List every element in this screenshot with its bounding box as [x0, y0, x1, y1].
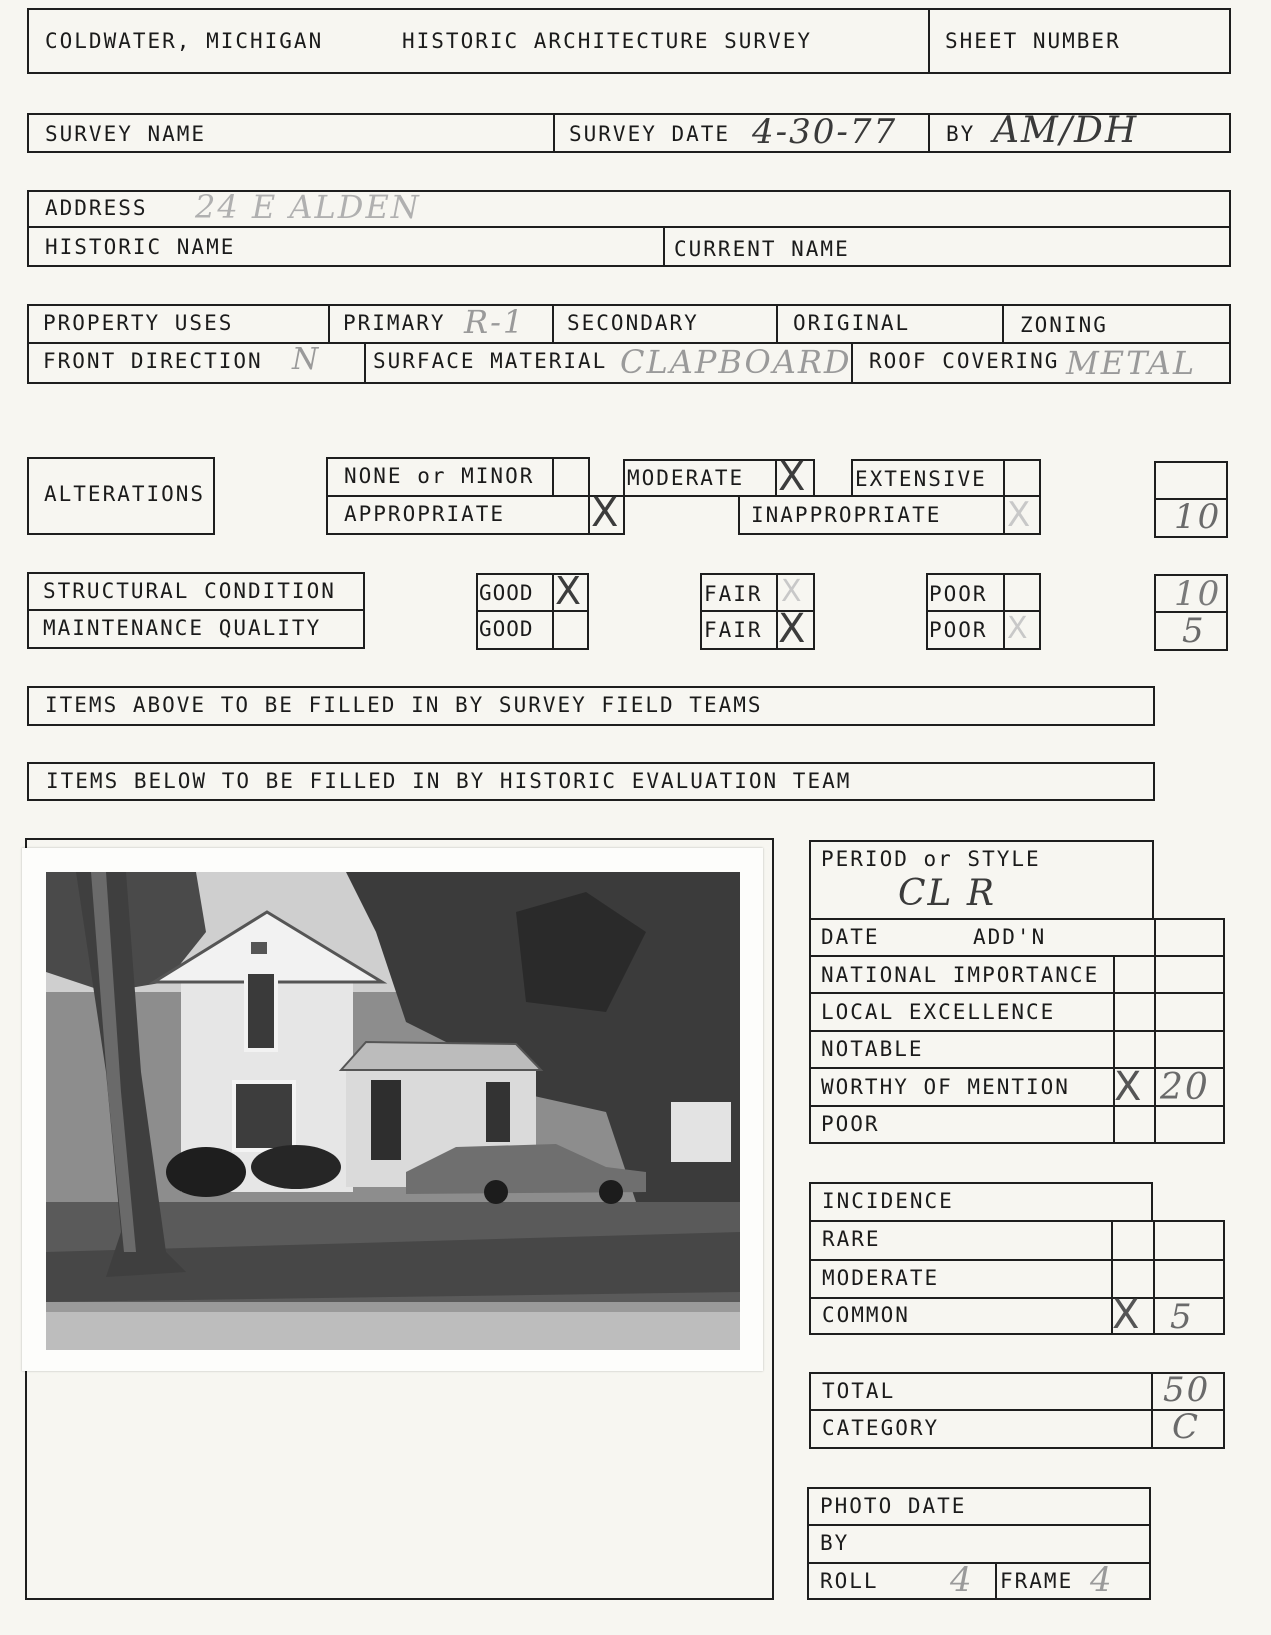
common-score[interactable]: 5 — [1170, 1297, 1194, 1337]
house-photo — [22, 848, 763, 1371]
roof-covering-label: ROOF COVERING — [869, 349, 1060, 373]
city-label: COLDWATER, MICHIGAN — [45, 29, 324, 53]
structural-good-check-mark[interactable]: X — [555, 569, 582, 613]
address-row-divider — [27, 226, 1231, 228]
local-excellence-label: LOCAL EXCELLENCE — [821, 1000, 1056, 1024]
survey-row-bottom — [27, 151, 1231, 153]
evaluation-team-note: ITEMS BELOW TO BE FILLED IN BY HISTORIC EVALUATION TEAM — [46, 769, 852, 793]
period-style-value[interactable]: CL R — [898, 873, 996, 914]
evaluation-note-left — [27, 762, 29, 801]
roll-frame-div — [995, 1562, 997, 1600]
evaluation-note-bottom — [27, 799, 1155, 801]
maintenance-poor-label: POOR — [929, 618, 988, 642]
survey-row-right — [1229, 113, 1231, 153]
none-minor-check-div — [552, 457, 554, 497]
survey-name-label: SURVEY NAME — [45, 122, 207, 146]
date-label: DATE — [821, 925, 880, 949]
address-value[interactable]: 24 E ALDEN — [195, 188, 421, 226]
survey-by-value[interactable]: AM/DH — [993, 110, 1139, 151]
property-div-primary — [328, 304, 330, 342]
current-name-label: CURRENT NAME — [674, 237, 850, 261]
maintenance-poor-check-mark[interactable]: X — [1007, 611, 1028, 646]
category-label: CATEGORY — [822, 1416, 940, 1440]
roll-value[interactable]: 4 — [950, 1560, 974, 1600]
historic-name-label: HISTORIC NAME — [45, 235, 236, 259]
extensive-check-div — [1003, 459, 1005, 497]
survey-row-left — [27, 113, 29, 153]
moderate-incidence-label: MODERATE — [822, 1266, 940, 1290]
property-div-secondary — [552, 304, 554, 342]
structural-poor-label: POOR — [929, 582, 988, 606]
sheet-number-label: SHEET NUMBER — [945, 29, 1121, 53]
evaluation-note-right — [1153, 762, 1155, 801]
frame-label: FRAME — [1000, 1569, 1074, 1593]
poor-check-div — [1003, 573, 1005, 650]
total-value[interactable]: 50 — [1163, 1370, 1211, 1410]
property-div-original — [776, 304, 778, 342]
roof-covering-value[interactable]: METAL — [1066, 344, 1197, 382]
extensive-label: EXTENSIVE — [855, 467, 987, 491]
maintenance-score[interactable]: 5 — [1182, 611, 1206, 651]
primary-label: PRIMARY — [343, 311, 446, 335]
survey-date-value[interactable]: 4-30-77 — [752, 112, 898, 152]
zoning-label: ZONING — [1020, 313, 1108, 337]
period-style-label: PERIOD or STYLE — [821, 847, 1041, 871]
maintenance-fair-check-mark[interactable]: X — [778, 606, 806, 652]
condition-label-div — [27, 609, 365, 611]
maintenance-fair-label: FAIR — [704, 618, 763, 642]
roll-label: ROLL — [820, 1569, 879, 1593]
worthy-of-mention-label: WORTHY OF MENTION — [821, 1075, 1070, 1099]
maintenance-good-label: GOOD — [479, 617, 534, 641]
surface-material-label: SURFACE MATERIAL — [373, 349, 608, 373]
importance-row-3 — [809, 1030, 1225, 1032]
inappropriate-check-div — [1003, 495, 1005, 535]
importance-check-div — [1113, 955, 1115, 1144]
importance-row-1 — [809, 955, 1225, 957]
moderate-alt-label: MODERATE — [627, 466, 745, 490]
photo-date-label: PHOTO DATE — [820, 1494, 967, 1518]
photo-by-label: BY — [820, 1531, 850, 1555]
maintenance-quality-label: MAINTENANCE QUALITY — [43, 616, 322, 640]
rare-label: RARE — [822, 1227, 881, 1251]
survey-row-div1 — [553, 113, 555, 153]
none-minor-label: NONE or MINOR — [344, 464, 535, 488]
photo-info-row-1 — [807, 1524, 1151, 1526]
alterations-label: ALTERATIONS — [44, 482, 206, 506]
property-uses-label: PROPERTY USES — [43, 311, 234, 335]
addn-label: ADD'N — [973, 925, 1047, 949]
address-label: ADDRESS — [45, 196, 148, 220]
original-label: ORIGINAL — [793, 311, 911, 335]
inappropriate-check-mark[interactable]: X — [1007, 495, 1031, 535]
house-photo-image — [46, 872, 740, 1350]
common-label: COMMON — [822, 1303, 910, 1327]
appropriate-check-mark[interactable]: X — [591, 490, 619, 536]
structural-good-label: GOOD — [479, 581, 534, 605]
moderate-alt-check-div — [775, 459, 777, 497]
incidence-label: INCIDENCE — [822, 1189, 954, 1213]
appropriate-label: APPROPRIATE — [344, 502, 506, 526]
national-importance-label: NATIONAL IMPORTANCE — [821, 963, 1100, 987]
structural-fair-check-mark[interactable]: X — [781, 574, 802, 609]
property-div-surface — [364, 342, 366, 384]
field-teams-note: ITEMS ABOVE TO BE FILLED IN BY SURVEY FIELD TEAMS — [45, 693, 763, 717]
structural-condition-label: STRUCTURAL CONDITION — [43, 579, 336, 603]
importance-score-div — [1154, 918, 1156, 1144]
address-name-divider — [663, 226, 665, 267]
totals-value-div — [1151, 1372, 1153, 1449]
survey-by-label: BY — [946, 122, 976, 146]
structural-fair-label: FAIR — [704, 582, 763, 606]
worthy-score[interactable]: 20 — [1160, 1067, 1210, 1108]
property-div-zoning — [1002, 304, 1004, 342]
structural-score[interactable]: 10 — [1174, 574, 1222, 614]
secondary-label: SECONDARY — [567, 311, 699, 335]
evaluation-note-top — [27, 762, 1155, 764]
incidence-score-div — [1153, 1220, 1155, 1335]
survey-row-div2 — [928, 113, 930, 153]
header-divider — [928, 8, 930, 74]
incidence-row-2 — [809, 1297, 1225, 1299]
front-direction-value[interactable]: N — [292, 342, 321, 377]
worthy-check-mark[interactable]: X — [1114, 1064, 1142, 1110]
common-check-mark[interactable]: X — [1112, 1292, 1140, 1338]
good-check-div — [552, 573, 554, 650]
importance-row-2 — [809, 992, 1225, 994]
form-title: HISTORIC ARCHITECTURE SURVEY — [402, 29, 813, 53]
inappropriate-label: INAPPROPRIATE — [751, 503, 942, 527]
primary-value[interactable]: R-1 — [464, 303, 526, 341]
alterations-score[interactable]: 10 — [1174, 497, 1222, 537]
notable-label: NOTABLE — [821, 1037, 924, 1061]
appropriate-check-div — [588, 495, 590, 535]
category-value[interactable]: C — [1172, 1407, 1201, 1447]
total-label: TOTAL — [822, 1379, 896, 1403]
frame-value[interactable]: 4 — [1090, 1560, 1114, 1600]
surface-material-value[interactable]: CLAPBOARD — [620, 343, 852, 381]
incidence-row-1 — [809, 1259, 1225, 1261]
survey-date-label: SURVEY DATE — [569, 122, 731, 146]
moderate-alt-check-mark[interactable]: X — [778, 454, 806, 500]
front-direction-label: FRONT DIRECTION — [43, 349, 263, 373]
poor-importance-label: POOR — [821, 1112, 880, 1136]
